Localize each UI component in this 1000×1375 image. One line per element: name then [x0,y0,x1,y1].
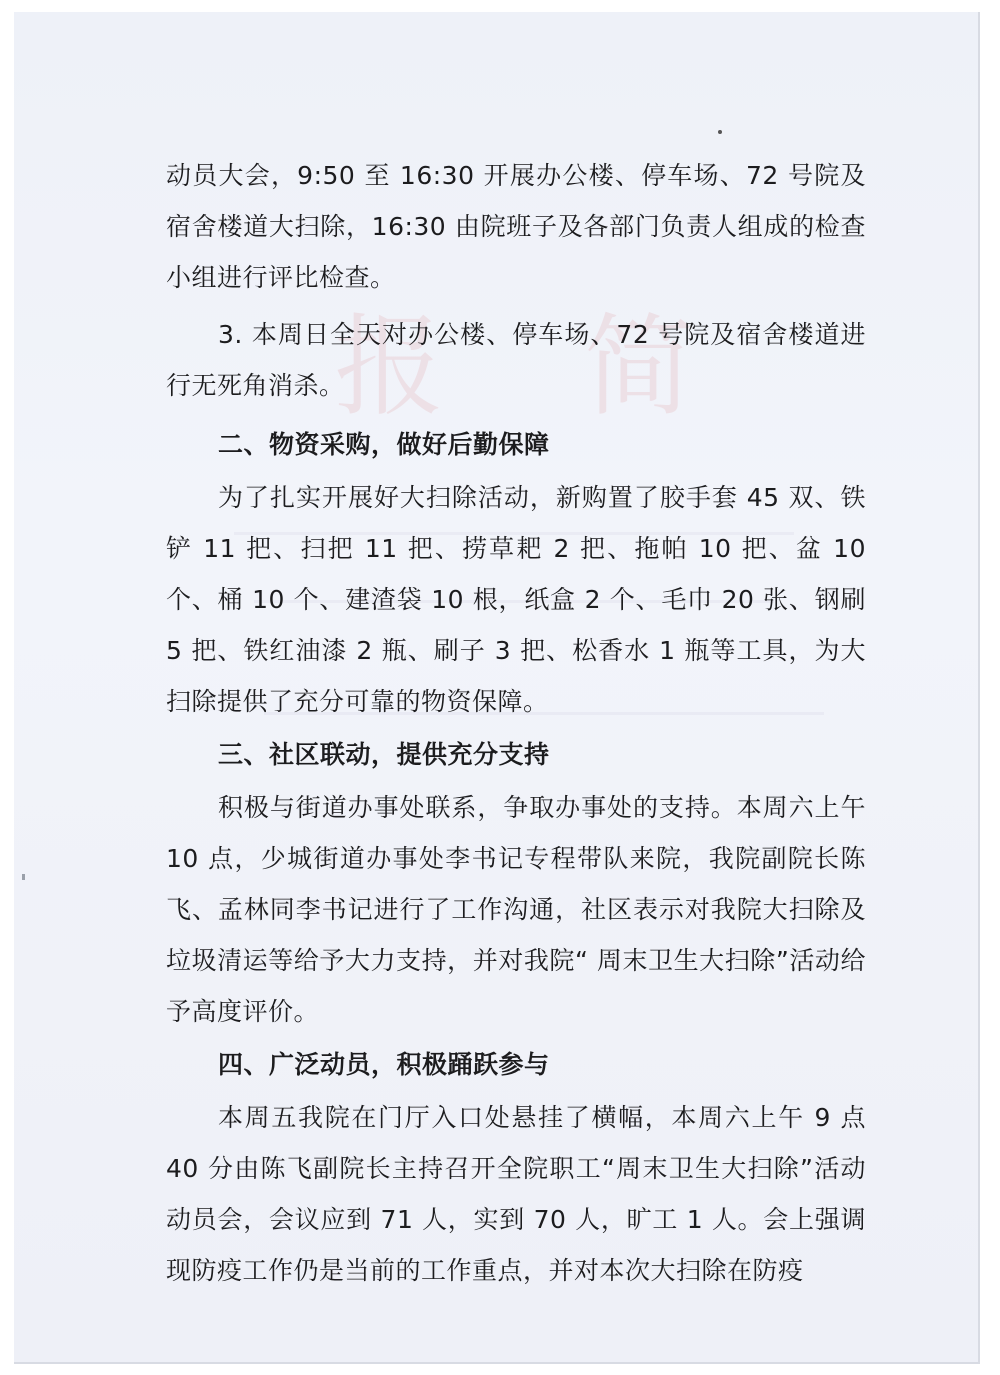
document-body [166,150,866,1296]
speck [718,130,722,134]
paragraph: 动员大会，9:50 至 16:30 开展办公楼、停车场、72 号院及宿舍楼道大扫除，16:30 由院班子及各部门负责人组成的检查小组进行评比检查。 [166,161,866,292]
edge-mark [22,874,25,880]
section-heading: 二、物资采购，做好后勤保障 [218,430,550,459]
bleed-through-mark: 报 [334,303,444,431]
bleed-through-mark: 简 [584,303,694,431]
paragraph: 为了扎实开展好大扫除活动，新购置了胶手套 45 双、铁铲 11 把、扫把 11 把、捞草耙 2 把、拖帕 10 把、盆 10 个、桶 10 个、建渣袋 10 根，纸盒 2 个、毛巾 20 张、钢刷 5 把、铁红油漆 2 瓶、刷子 3 把、松香水 1 瓶等工具，为大扫除提供了充分可靠的物资保障。 [166,483,866,716]
paragraph: 本周五我院在门厅入口处悬挂了横幅，本周六上午 9 点 40 分由陈飞副院长主持召开全院职工“周末卫生大扫除”活动动员会，会议应到 71 人，实到 70 人，旷工 1 人。会上强调现防疫工作仍是当前的工作重点，并对本次大扫除在防疫 [166,1103,866,1285]
scanned-page [14,12,980,1364]
section-heading: 三、社区联动，提供充分支持 [218,740,550,769]
paragraph: 3. 本周日全天对办公楼、停车场、72 号院及宿舍楼道进行无死角消杀。 [166,320,866,400]
section-heading: 四、广泛动员，积极踊跃参与 [218,1050,550,1079]
paragraph: 积极与街道办事处联系，争取办事处的支持。本周六上午 10 点，少城街道办事处李书记专程带队来院，我院副院长陈飞、孟林同李书记进行了工作沟通，社区表示对我院大扫除及垃圾清运等给予大力支持，并对我院“ 周末卫生大扫除”活动给予高度评价。 [166,793,866,1026]
